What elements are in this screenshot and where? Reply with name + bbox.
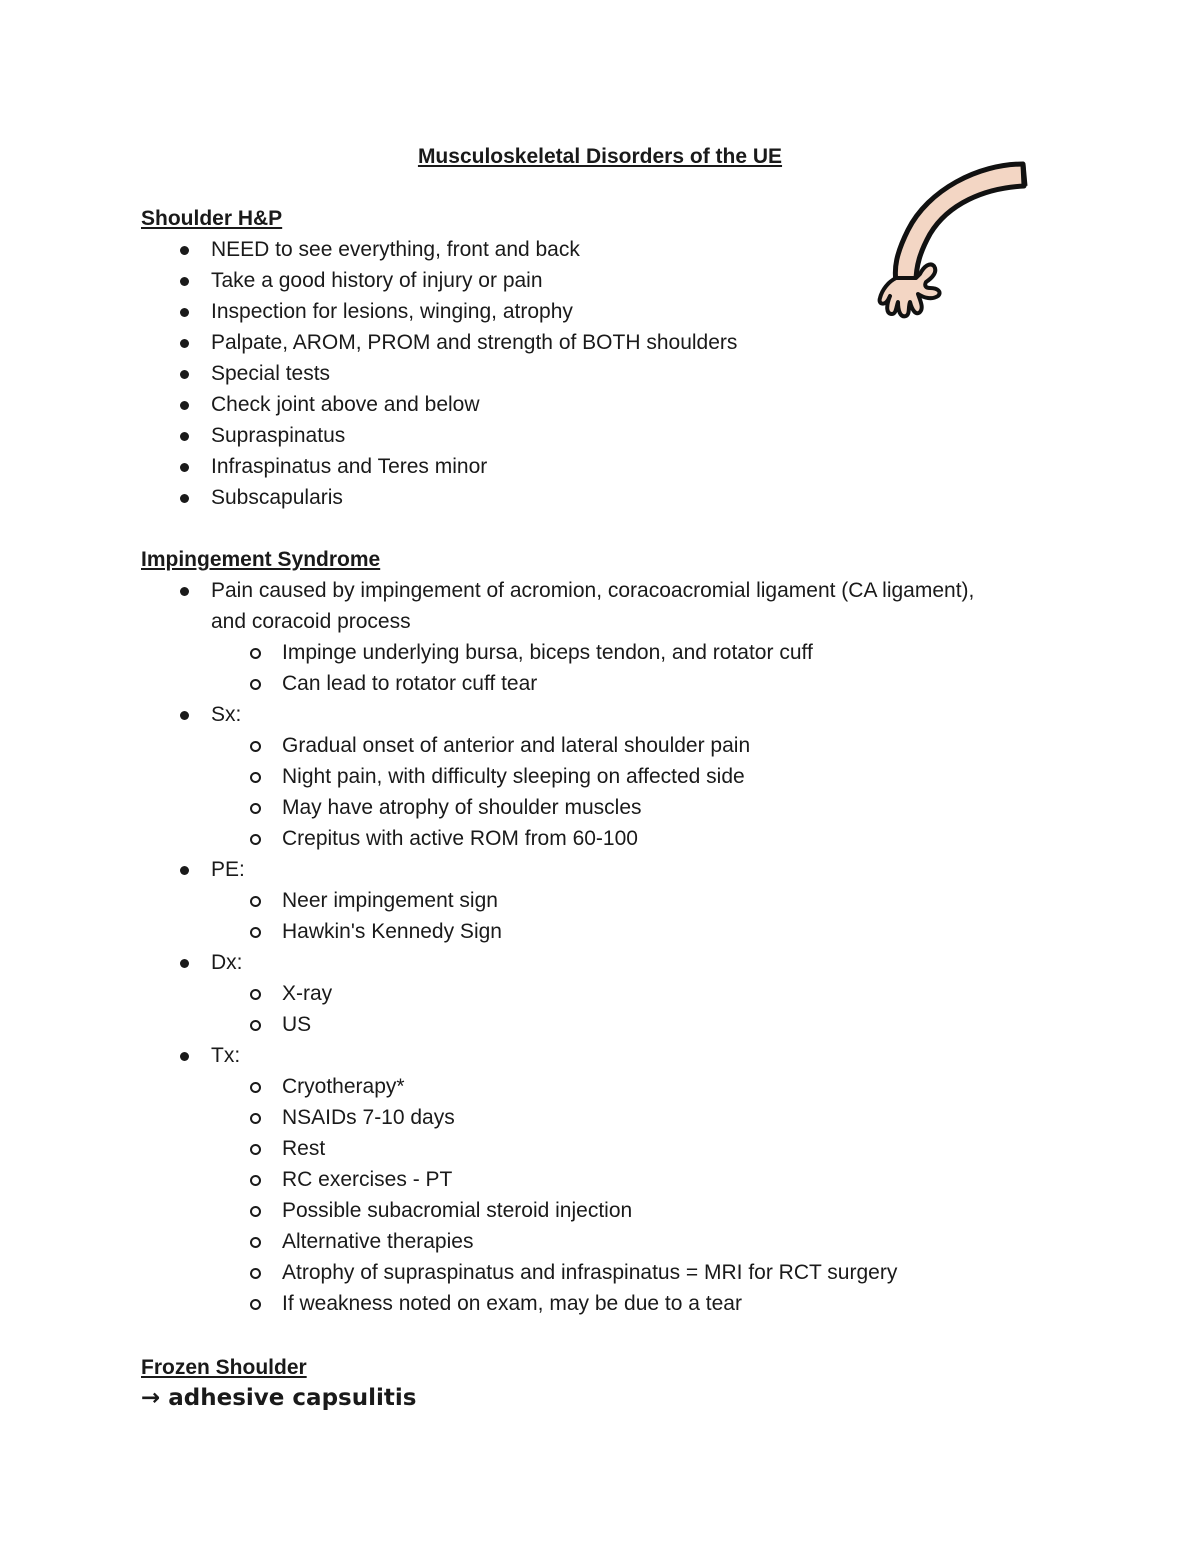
hollow-bullet-icon (250, 1020, 261, 1031)
sub-list-item: Cryotherapy* (141, 1071, 981, 1102)
impingement-section (141, 544, 981, 1319)
bullet-icon (180, 959, 189, 968)
shoulder-hp-heading: Shoulder H&P (141, 207, 283, 230)
sub-list-item: Neer impingement sign (141, 885, 981, 916)
bullet-icon (180, 401, 189, 410)
list-item: Tx: Cryotherapy* NSAIDs 7-10 days Rest RC exercises - PT Possible subacromial steroid injection Alternative therapies Atrophy of supraspinatus and infraspinatus = MRI for RCT surgery If weakness noted on exam, may be due to a tear (141, 1040, 981, 1319)
frozen-shoulder-subtitle: → adhesive capsulitis (141, 1385, 417, 1411)
list-item: Palpate, AROM, PROM and strength of BOTH shoulders (141, 327, 1041, 358)
list-item: Check joint above and below (141, 389, 1041, 420)
bullet-icon (180, 1052, 189, 1061)
list-item: NEED to see everything, front and back (141, 234, 1041, 265)
hollow-bullet-icon (250, 1268, 261, 1279)
hollow-bullet-icon (250, 834, 261, 845)
hollow-bullet-icon (250, 1299, 261, 1310)
list-item: Sx: Gradual onset of anterior and lateral shoulder pain Night pain, with difficulty sleeping on affected side May have atrophy of shoulder muscles Crepitus with active ROM from 60-100 (141, 699, 981, 854)
hollow-bullet-icon (250, 803, 261, 814)
sub-list-item: Night pain, with difficulty sleeping on affected side (141, 761, 981, 792)
bullet-icon (180, 587, 189, 596)
hollow-bullet-icon (250, 1237, 261, 1248)
bullet-icon (180, 308, 189, 317)
sub-list-item: Hawkin's Kennedy Sign (141, 916, 981, 947)
sub-list (211, 1071, 981, 1319)
bullet-icon (180, 711, 189, 720)
bullet-icon (180, 866, 189, 875)
hollow-bullet-icon (250, 772, 261, 783)
impingement-heading: Impingement Syndrome (141, 548, 381, 571)
sub-list (211, 978, 981, 1040)
sub-list-item: US (141, 1009, 981, 1040)
sub-list-item: X-ray (141, 978, 981, 1009)
sub-list-item: May have atrophy of shoulder muscles (141, 792, 981, 823)
list-item: Special tests (141, 358, 1041, 389)
hollow-bullet-icon (250, 1082, 261, 1093)
list-item: Infraspinatus and Teres minor (141, 451, 1041, 482)
hollow-bullet-icon (250, 648, 261, 659)
hollow-bullet-icon (250, 1144, 261, 1155)
bullet-icon (180, 277, 189, 286)
list-item: Dx: X-ray US (141, 947, 981, 1040)
hollow-bullet-icon (250, 927, 261, 938)
list-item: Subscapularis (141, 482, 1041, 513)
sub-list-item: NSAIDs 7-10 days (141, 1102, 981, 1133)
sub-list-item: Can lead to rotator cuff tear (141, 668, 981, 699)
sub-list-item: Gradual onset of anterior and lateral shoulder pain (141, 730, 981, 761)
bullet-icon (180, 246, 189, 255)
hollow-bullet-icon (250, 1175, 261, 1186)
sub-list-item: If weakness noted on exam, may be due to a tear (141, 1288, 981, 1319)
sub-list (211, 885, 981, 947)
list-item: Take a good history of injury or pain (141, 265, 1041, 296)
bullet-icon (180, 370, 189, 379)
document-title: Musculoskeletal Disorders of the UE (417, 145, 783, 168)
shoulder-hp-section (141, 203, 1041, 513)
hollow-bullet-icon (250, 896, 261, 907)
sub-list-item: Possible subacromial steroid injection (141, 1195, 981, 1226)
frozen-shoulder-heading: Frozen Shoulder (141, 1356, 307, 1379)
sub-list-item: RC exercises - PT (141, 1164, 981, 1195)
impingement-list (141, 575, 981, 1319)
hollow-bullet-icon (250, 679, 261, 690)
bullet-icon (180, 432, 189, 441)
frozen-shoulder-section (141, 1352, 1041, 1414)
shoulder-hp-list (141, 234, 1041, 513)
bullet-icon (180, 339, 189, 348)
sub-list-item: Crepitus with active ROM from 60-100 (141, 823, 981, 854)
hollow-bullet-icon (250, 989, 261, 1000)
hollow-bullet-icon (250, 1113, 261, 1124)
bullet-icon (180, 463, 189, 472)
sub-list-item: Alternative therapies (141, 1226, 981, 1257)
list-item: Pain caused by impingement of acromion, coracoacromial ligament (CA ligament), and coracoid process Impinge underlying bursa, biceps tendon, and rotator cuff Can lead to rotator cuff tear (141, 575, 981, 699)
sub-list (211, 730, 981, 854)
hollow-bullet-icon (250, 741, 261, 752)
list-item: Supraspinatus (141, 420, 1041, 451)
list-item: Inspection for lesions, winging, atrophy (141, 296, 1041, 327)
sub-list-item: Impinge underlying bursa, biceps tendon, and rotator cuff (141, 637, 981, 668)
hollow-bullet-icon (250, 1206, 261, 1217)
bullet-icon (180, 494, 189, 503)
list-item: PE: Neer impingement sign Hawkin's Kennedy Sign (141, 854, 981, 947)
sub-list-item: Atrophy of supraspinatus and infraspinatus = MRI for RCT surgery (141, 1257, 981, 1288)
sub-list (211, 637, 981, 699)
sub-list-item: Rest (141, 1133, 981, 1164)
